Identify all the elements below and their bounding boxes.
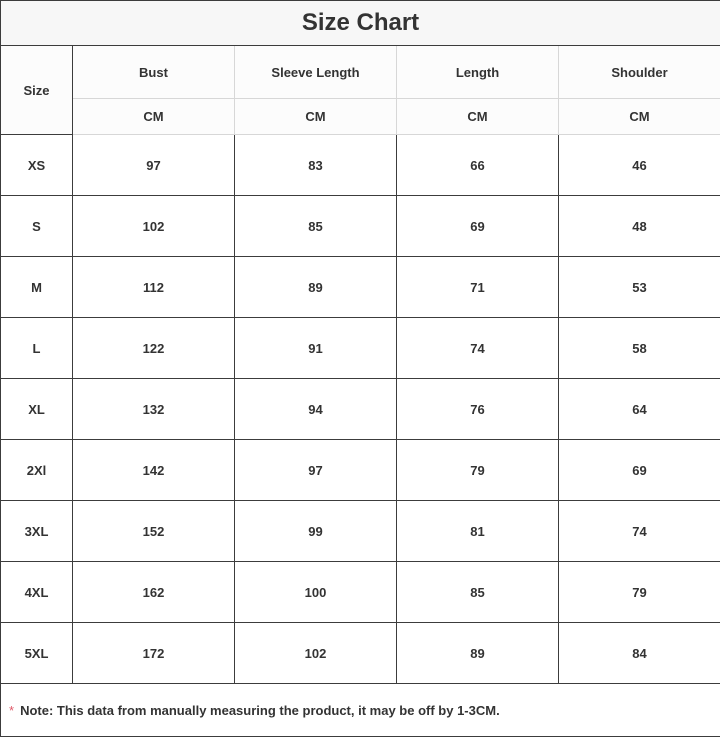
length-cell: 79 (397, 440, 559, 501)
size-cell: XS (1, 135, 73, 196)
bust-unit: CM (73, 99, 235, 135)
sleeve-length-cell: 102 (235, 623, 397, 684)
bust-cell: 132 (73, 379, 235, 440)
length-cell: 69 (397, 196, 559, 257)
table-row (1, 440, 720, 501)
sleeve-length-cell: 91 (235, 318, 397, 379)
chart-title: Size Chart (1, 1, 720, 46)
table-row (1, 379, 720, 440)
bust-cell: 97 (73, 135, 235, 196)
length-unit: CM (397, 99, 559, 135)
size-column-header: Size (1, 46, 73, 135)
bust-cell: 162 (73, 562, 235, 623)
sleeve-length-unit: CM (235, 99, 397, 135)
size-cell: L (1, 318, 73, 379)
size-cell: S (1, 196, 73, 257)
length-cell: 71 (397, 257, 559, 318)
note-text: Note: This data from manually measuring the product, it may be off by 1-3CM. (20, 702, 500, 718)
table-row (1, 196, 720, 257)
shoulder-cell: 53 (559, 257, 720, 318)
bust-cell: 102 (73, 196, 235, 257)
note (1, 684, 720, 737)
sleeve-length-cell: 97 (235, 440, 397, 501)
length-cell: 76 (397, 379, 559, 440)
sleeve-length-cell: 99 (235, 501, 397, 562)
shoulder-cell: 74 (559, 501, 720, 562)
bust-cell: 152 (73, 501, 235, 562)
table-row (1, 135, 720, 196)
bust-cell: 172 (73, 623, 235, 684)
length-cell: 81 (397, 501, 559, 562)
bust-cell: 142 (73, 440, 235, 501)
shoulder-header: Shoulder (559, 46, 720, 99)
table-row (1, 257, 720, 318)
length-header: Length (397, 46, 559, 99)
table-row (1, 318, 720, 379)
shoulder-cell: 69 (559, 440, 720, 501)
size-cell: M (1, 257, 73, 318)
length-cell: 66 (397, 135, 559, 196)
length-cell: 74 (397, 318, 559, 379)
sleeve-length-cell: 83 (235, 135, 397, 196)
shoulder-unit: CM (559, 99, 720, 135)
shoulder-cell: 46 (559, 135, 720, 196)
size-cell: 4XL (1, 562, 73, 623)
bust-cell: 112 (73, 257, 235, 318)
size-cell: 3XL (1, 501, 73, 562)
sleeve-length-header: Sleeve Length (235, 46, 397, 99)
sleeve-length-cell: 100 (235, 562, 397, 623)
size-cell: 5XL (1, 623, 73, 684)
length-cell: 85 (397, 562, 559, 623)
shoulder-cell: 58 (559, 318, 720, 379)
table-row (1, 501, 720, 562)
shoulder-cell: 84 (559, 623, 720, 684)
sleeve-length-cell: 89 (235, 257, 397, 318)
bust-cell: 122 (73, 318, 235, 379)
shoulder-cell: 79 (559, 562, 720, 623)
size-cell: 2Xl (1, 440, 73, 501)
shoulder-cell: 48 (559, 196, 720, 257)
sleeve-length-cell: 85 (235, 196, 397, 257)
table-row (1, 562, 720, 623)
bust-header: Bust (73, 46, 235, 99)
table-row (1, 623, 720, 684)
note-asterisk: * (9, 702, 15, 718)
length-cell: 89 (397, 623, 559, 684)
sleeve-length-cell: 94 (235, 379, 397, 440)
size-cell: XL (1, 379, 73, 440)
shoulder-cell: 64 (559, 379, 720, 440)
